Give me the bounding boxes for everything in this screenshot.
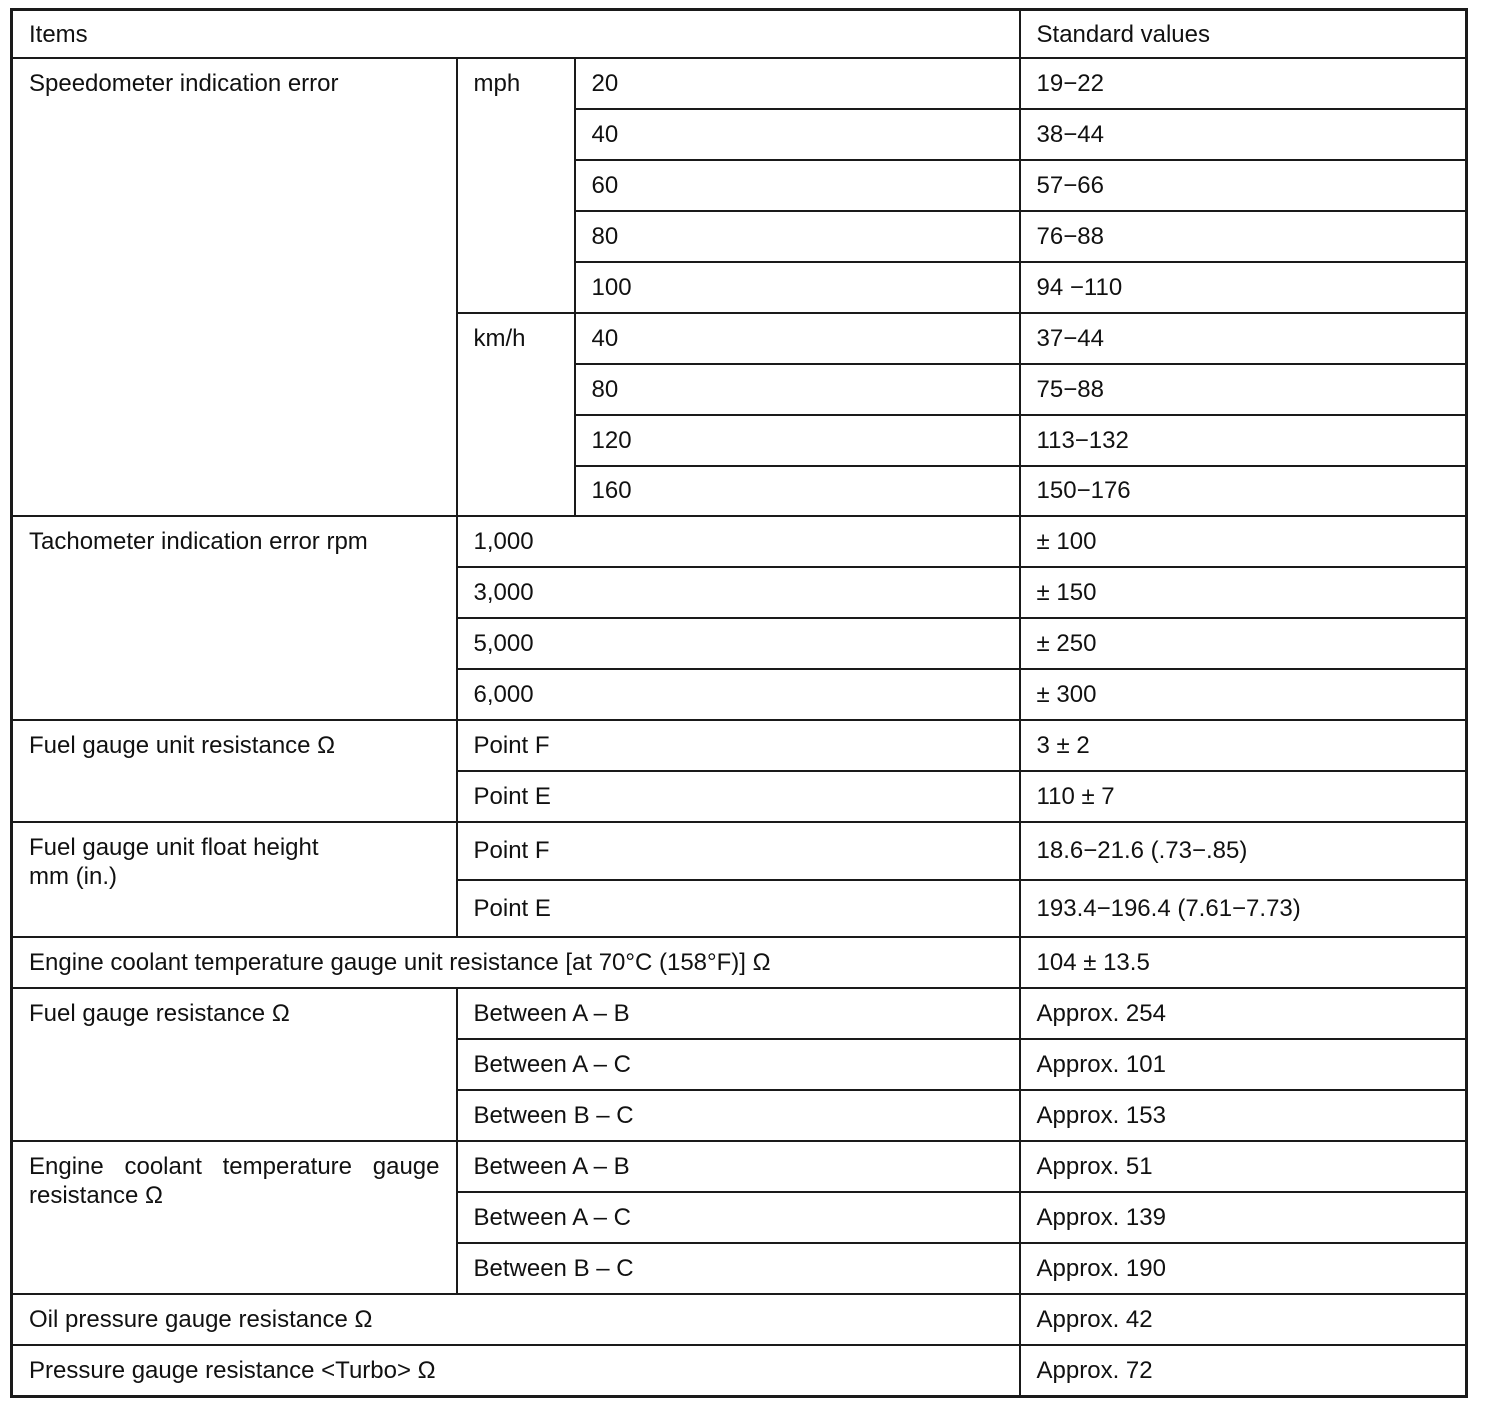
value-cell: 110 ± 7: [1020, 771, 1467, 822]
between-cell: Between A – B: [457, 988, 1020, 1039]
between-cell: Between B – C: [457, 1090, 1020, 1141]
speedometer-label: Speedometer indication error: [12, 58, 457, 516]
items-header: Items: [12, 10, 1020, 59]
between-cell: Between A – C: [457, 1192, 1020, 1243]
point-cell: Point F: [457, 822, 1020, 880]
table-row: [12, 1345, 1467, 1397]
speed-cell: 80: [575, 364, 1020, 415]
value-cell: 75−88: [1020, 364, 1467, 415]
speed-cell: 20: [575, 58, 1020, 109]
fuel-unit-resistance-label: Fuel gauge unit resistance Ω: [12, 720, 457, 822]
fuel-gauge-resistance-label: Fuel gauge resistance Ω: [12, 988, 457, 1141]
speed-cell: 40: [575, 109, 1020, 160]
fuel-float-height-label: [12, 822, 457, 937]
table-row: [12, 1141, 1467, 1192]
value-cell: Approx. 51: [1020, 1141, 1467, 1192]
value-cell: 76−88: [1020, 211, 1467, 262]
table-row: [12, 937, 1467, 988]
value-cell: 19−22: [1020, 58, 1467, 109]
value-cell: 193.4−196.4 (7.61−7.73): [1020, 880, 1467, 938]
table-row: [12, 720, 1467, 771]
speed-cell: 80: [575, 211, 1020, 262]
value-cell: 38−44: [1020, 109, 1467, 160]
value-cell: 113−132: [1020, 415, 1467, 466]
value-cell: ± 150: [1020, 567, 1467, 618]
speed-cell: 160: [575, 466, 1020, 517]
table-row: [12, 1294, 1467, 1345]
value-cell: Approx. 254: [1020, 988, 1467, 1039]
point-cell: Point E: [457, 771, 1020, 822]
between-cell: Between A – C: [457, 1039, 1020, 1090]
table-row: [12, 58, 1467, 109]
table-row: [12, 516, 1467, 567]
tachometer-label: Tachometer indication error rpm: [12, 516, 457, 720]
float-height-label-line1: Fuel gauge unit float height: [29, 834, 319, 862]
table-row: [12, 822, 1467, 880]
point-cell: Point E: [457, 880, 1020, 938]
coolant-gauge-resistance-label: Engine coolant temperature gauge resistance Ω: [12, 1141, 457, 1294]
value-cell: 150−176: [1020, 466, 1467, 517]
speed-cell: 60: [575, 160, 1020, 211]
speed-cell: 120: [575, 415, 1020, 466]
value-cell: 94 −110: [1020, 262, 1467, 313]
rpm-cell: 6,000: [457, 669, 1020, 720]
coolant-unit-resistance-label: Engine coolant temperature gauge unit resistance [at 70°C (158°F)] Ω: [12, 937, 1020, 988]
value-cell: Approx. 72: [1020, 1345, 1467, 1397]
oil-pressure-label: Oil pressure gauge resistance Ω: [12, 1294, 1020, 1345]
value-cell: ± 100: [1020, 516, 1467, 567]
value-cell: Approx. 139: [1020, 1192, 1467, 1243]
value-cell: Approx. 153: [1020, 1090, 1467, 1141]
value-cell: Approx. 42: [1020, 1294, 1467, 1345]
table-row: [12, 988, 1467, 1039]
turbo-pressure-label: Pressure gauge resistance <Turbo> Ω: [12, 1345, 1020, 1397]
value-cell: 104 ± 13.5: [1020, 937, 1467, 988]
between-cell: Between B – C: [457, 1243, 1020, 1294]
value-cell: Approx. 101: [1020, 1039, 1467, 1090]
value-cell: 57−66: [1020, 160, 1467, 211]
value-cell: 18.6−21.6 (.73−.85): [1020, 822, 1467, 880]
value-cell: 37−44: [1020, 313, 1467, 364]
value-cell: Approx. 190: [1020, 1243, 1467, 1294]
between-cell: Between A – B: [457, 1141, 1020, 1192]
speed-cell: 40: [575, 313, 1020, 364]
value-cell: ± 300: [1020, 669, 1467, 720]
standard-values-header: Standard values: [1020, 10, 1467, 59]
kmh-unit: km/h: [457, 313, 575, 517]
point-cell: Point F: [457, 720, 1020, 771]
rpm-cell: 5,000: [457, 618, 1020, 669]
header-row: [12, 10, 1467, 59]
standard-values-table: [10, 8, 1468, 1398]
speed-cell: 100: [575, 262, 1020, 313]
rpm-cell: 1,000: [457, 516, 1020, 567]
value-cell: 3 ± 2: [1020, 720, 1467, 771]
mph-unit: mph: [457, 58, 575, 313]
float-height-label-line2: mm (in.): [29, 863, 117, 891]
rpm-cell: 3,000: [457, 567, 1020, 618]
value-cell: ± 250: [1020, 618, 1467, 669]
